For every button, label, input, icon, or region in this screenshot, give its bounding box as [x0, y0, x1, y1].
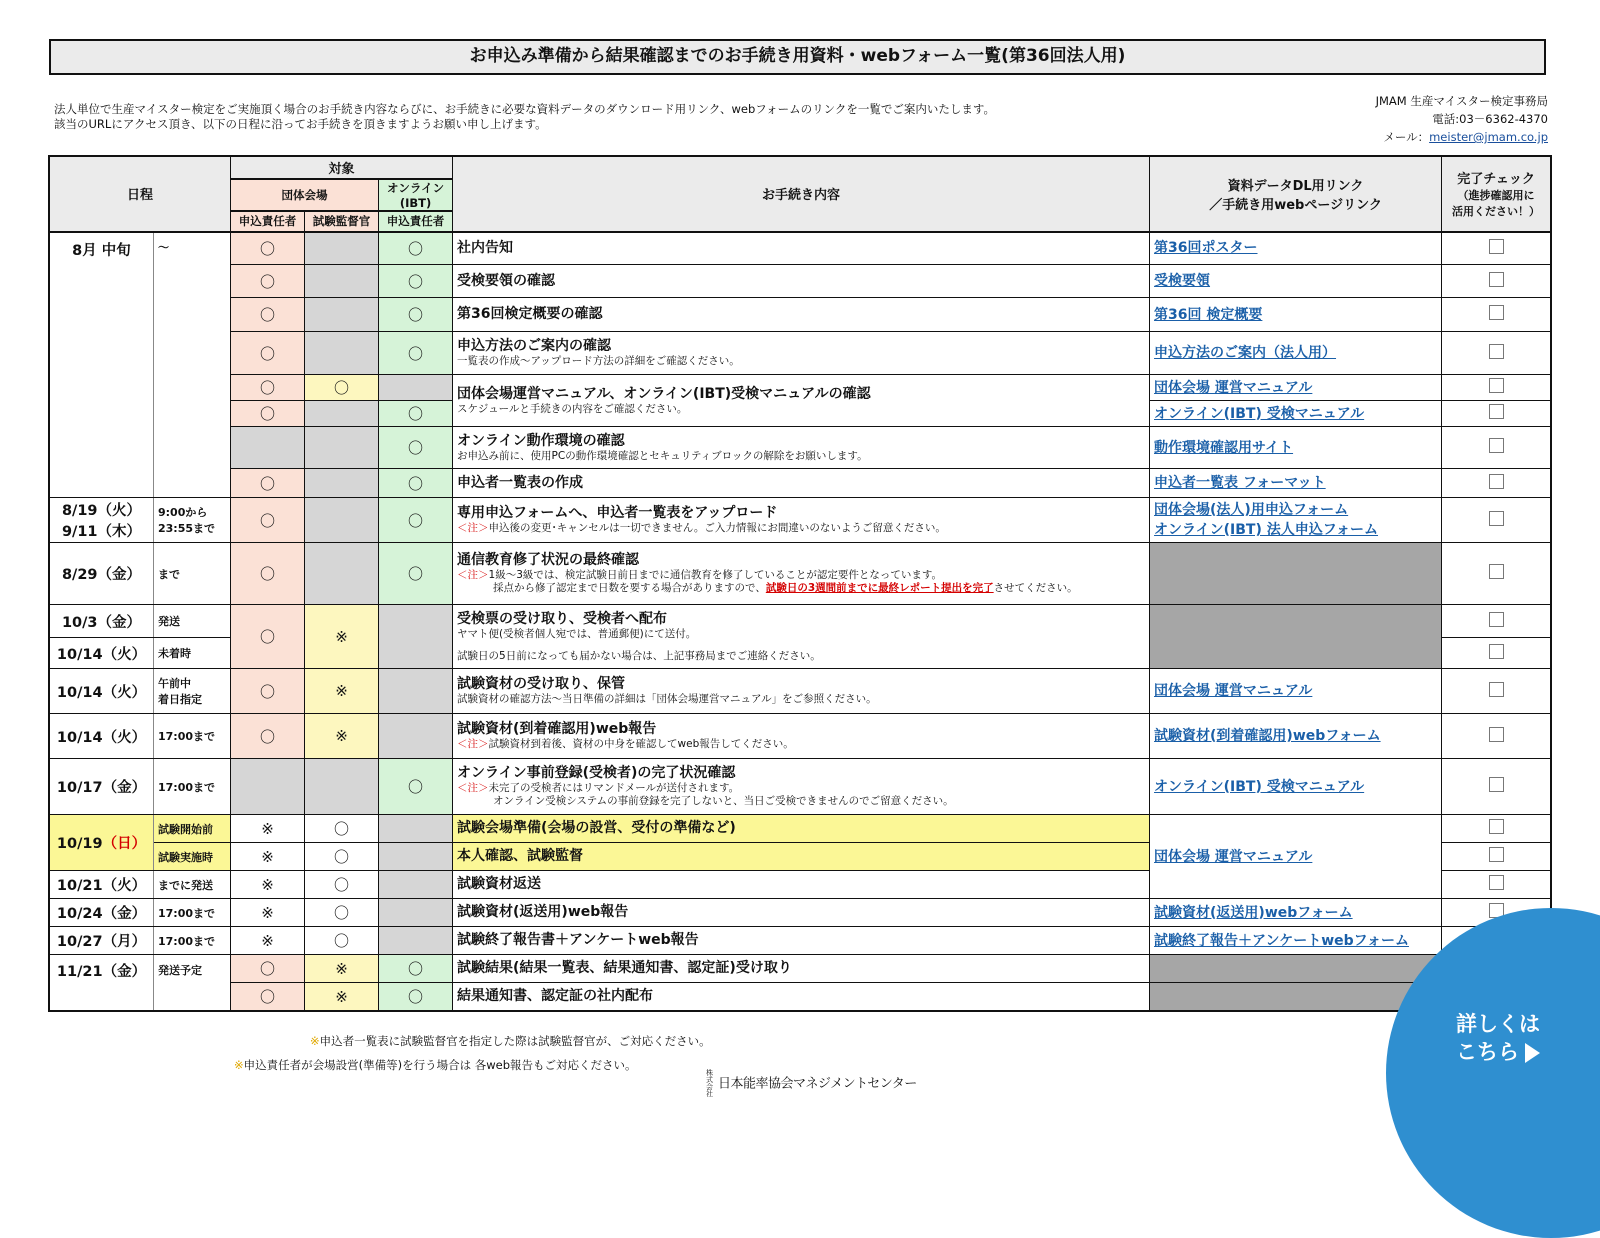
check-cell: [1442, 498, 1551, 543]
task-cell: [453, 332, 1150, 375]
mark-applicant: 〇: [231, 232, 305, 265]
task-cell: [453, 759, 1150, 815]
task-title: 通信教育修了状況の最終確認: [457, 552, 640, 568]
mark-applicant: 〇: [231, 498, 305, 543]
mark-online: 〇: [379, 543, 453, 605]
date-cell: 10/3（金）: [50, 605, 154, 638]
mark-proctor: ※: [305, 605, 379, 669]
task-cell: [453, 427, 1150, 469]
mark-applicant: ※: [231, 815, 305, 843]
task-title: オンライン動作環境の確認: [457, 432, 625, 449]
mark-applicant: ※: [231, 927, 305, 955]
more-info-line2-row: [1456, 1038, 1540, 1066]
link-venue-manual[interactable]: 団体会場 運営マニュアル: [1154, 683, 1313, 699]
link-venue-manual[interactable]: 団体会場 運営マニュアル: [1154, 848, 1313, 865]
task-title: 専用申込フォームへ、申込者一覧表をアップロード: [457, 505, 778, 521]
task-cell: [453, 955, 1150, 983]
link-ibt-manual[interactable]: オンライン(IBT) 受検マニュアル: [1154, 405, 1365, 422]
mark-proctor: 〇: [305, 899, 379, 927]
contact-org: JMAM 生産マイスター検定事務局: [1375, 94, 1548, 108]
checkbox[interactable]: [1489, 239, 1504, 254]
link-cell: [1150, 759, 1442, 815]
task-desc: [457, 522, 1145, 535]
mark-proctor: ※: [305, 714, 379, 759]
date-cell: 10/21（火）: [50, 871, 154, 899]
table-row: [50, 669, 1551, 714]
task-title: 試験資材の受け取り、保管: [457, 676, 626, 692]
email-label: メール：: [1383, 130, 1430, 144]
link-arrival-form[interactable]: 試験資材(到着確認用)webフォーム: [1154, 728, 1381, 744]
checkbox[interactable]: [1489, 847, 1504, 862]
mark-applicant: 〇: [231, 983, 305, 1011]
mark-applicant: [231, 759, 305, 815]
link-ibt-manual[interactable]: オンライン(IBT) 受検マニュアル: [1154, 778, 1365, 795]
checkbox[interactable]: [1489, 511, 1504, 526]
link-cell: [1150, 498, 1442, 543]
date-sub-cell: [154, 669, 231, 714]
task-cell: [453, 605, 1150, 669]
date-sub-cell: 発送: [154, 605, 231, 638]
date-weekday: （日）: [102, 836, 147, 852]
header-online-sub: (IBT): [399, 195, 432, 210]
task-title: 本人確認、試験監督: [457, 848, 584, 864]
mark-online: 〇: [379, 498, 453, 543]
task-title: 試験結果(結果一覧表、結果通知書、認定証)受け取り: [457, 960, 792, 976]
link-ibt-form[interactable]: オンライン(IBT) 法人申込フォーム: [1154, 522, 1379, 538]
mark-online: [379, 375, 453, 401]
task-title: 試験会場準備(会場の設営、受付の準備など): [457, 820, 736, 836]
link-cell: [1150, 265, 1442, 298]
header-links-line2: ／手続き用webページリンク: [1209, 197, 1382, 213]
check-cell: [1442, 815, 1551, 843]
task-title: 申込者一覧表の作成: [457, 474, 584, 491]
task-cell: [453, 843, 1150, 871]
checkbox[interactable]: [1489, 438, 1504, 453]
header-check-sub1: （進捗確認用に: [1457, 189, 1535, 203]
mark-proctor: [305, 543, 379, 605]
date-sub-cell: 試験開始前: [154, 815, 231, 843]
mark-applicant: 〇: [231, 401, 305, 427]
link-cell: [1150, 427, 1442, 469]
checkbox[interactable]: [1489, 727, 1504, 742]
table-row: [50, 759, 1551, 815]
task-title: 試験資材(返送用)web報告: [457, 904, 629, 920]
checkbox[interactable]: [1489, 344, 1504, 359]
date-cell: 10/14（火）: [50, 714, 154, 759]
more-info-line1: 詳しくは: [1456, 1012, 1540, 1036]
check-cell: [1442, 265, 1551, 298]
mark-proctor: [305, 498, 379, 543]
task-title: 団体会場運営マニュアル、オンライン(IBT)受検マニュアルの確認: [457, 385, 871, 402]
date-cell: [50, 498, 154, 543]
contact-email-row: [1376, 128, 1548, 146]
date-cell: 10/14（火）: [50, 638, 154, 669]
checkbox[interactable]: [1489, 404, 1504, 419]
mark-applicant: [231, 427, 305, 469]
link-cell: [1150, 332, 1442, 375]
footnote-text: 申込者一覧表に試験監督官を指定した際は試験監督官が、ご対応ください。: [319, 1034, 711, 1048]
task-title: 結果通知書、認定証の社内配布: [457, 988, 654, 1004]
checkbox[interactable]: [1489, 612, 1504, 627]
date-sub-cell: まで: [154, 543, 231, 605]
date-text: 10/19: [56, 836, 103, 852]
task-cell: [453, 714, 1150, 759]
table-row: [50, 899, 1551, 927]
mark-proctor: [305, 332, 379, 375]
task-desc: [457, 569, 1145, 582]
task-desc: 一覧表の作成～アップロード方法の詳細をご確認ください。: [457, 355, 740, 367]
task-title: 受検票の受け取り、受検者へ配布: [457, 610, 668, 627]
mark-online: 〇: [379, 298, 453, 332]
email-link[interactable]: meister@jmam.co.jp: [1429, 130, 1548, 144]
checkbox[interactable]: [1489, 875, 1504, 890]
task-cell: [453, 375, 1150, 427]
check-cell: [1442, 759, 1551, 815]
link-cell: [1150, 298, 1442, 332]
note-label: ＜注＞: [457, 569, 489, 581]
header-check-label: 完了チェック: [1457, 172, 1535, 188]
mark-online: 〇: [379, 232, 453, 265]
table-row: [50, 265, 1551, 298]
task-cell: [453, 498, 1150, 543]
checkbox[interactable]: [1489, 272, 1504, 287]
date-cell: 10/14（火）: [50, 669, 154, 714]
mark-online: [379, 815, 453, 843]
note-label: ＜注＞: [457, 522, 489, 534]
link-env-check[interactable]: 動作環境確認用サイト: [1154, 439, 1294, 456]
mark-applicant: 〇: [231, 669, 305, 714]
checkbox[interactable]: [1489, 644, 1504, 659]
header-applicant: 申込責任者: [231, 211, 305, 232]
task-title: 第36回検定概要の確認: [457, 306, 603, 322]
task-desc: スケジュールと手続きの内容をご確認ください。: [457, 402, 688, 415]
header-online: [379, 179, 453, 211]
footnote-2: [234, 1057, 637, 1073]
task-title: 申込方法のご案内の確認: [457, 338, 612, 354]
table-row: [50, 605, 1551, 638]
check-cell: [1442, 298, 1551, 332]
checkbox[interactable]: [1489, 777, 1504, 792]
task-cell: [453, 543, 1150, 605]
check-cell: [1442, 375, 1551, 401]
mark-proctor: [305, 759, 379, 815]
table-row: [50, 498, 1551, 543]
header-target: 対象: [231, 157, 453, 179]
table-row: [50, 232, 1551, 265]
link-cell: [1150, 669, 1442, 714]
task-desc: ヤマト便(受検者個人宛では、普通郵便)にて送付。: [457, 627, 697, 640]
mark-applicant: 〇: [231, 543, 305, 605]
header-links: [1150, 157, 1442, 232]
mark-proctor: 〇: [305, 815, 379, 843]
check-cell: [1442, 871, 1551, 899]
task-desc: お申込み前に、使用PCの動作環境確認とセキュリティブロックの解除をお願いします。: [457, 449, 868, 462]
mark-proctor: [305, 232, 379, 265]
link-cell: [1150, 232, 1442, 265]
date-cell: 8月 中旬: [50, 232, 154, 498]
note-label: ＜注＞: [457, 782, 489, 794]
mark-online: 〇: [379, 469, 453, 498]
play-arrow-icon: [1525, 1043, 1540, 1063]
mark-applicant: ※: [231, 843, 305, 871]
date-sub-cell: までに発送: [154, 871, 231, 899]
date-cell: 10/27（月）: [50, 927, 154, 955]
task-title: 試験資材返送: [457, 876, 542, 892]
task-cell: [453, 469, 1150, 498]
schedule-table: [49, 156, 1551, 1011]
mark-proctor: ※: [305, 669, 379, 714]
note-text: 試験資材到着後、資材の中身を確認してweb報告してください。: [488, 738, 794, 750]
mark-applicant: ※: [231, 899, 305, 927]
logo-kabushiki: 株式会社: [706, 1069, 713, 1098]
check-cell: [1442, 638, 1551, 669]
mark-applicant: 〇: [231, 265, 305, 298]
footnote-mark: ※: [310, 1034, 320, 1048]
task-title: 受検要領の確認: [457, 272, 556, 289]
date-sub-cell: 17:00まで: [154, 759, 231, 815]
mark-proctor: ※: [305, 955, 379, 983]
header-proctor: 試験監督官: [305, 211, 379, 232]
mark-online: [379, 899, 453, 927]
logo-text: 日本能率協会マネジメントセンター: [718, 1076, 917, 1092]
mark-proctor: 〇: [305, 871, 379, 899]
link-list-format[interactable]: 申込者一覧表 フォーマット: [1154, 475, 1326, 491]
date-sub-line2: 23:55まで: [158, 522, 216, 535]
mark-online: 〇: [379, 427, 453, 469]
task-title: 社内告知: [457, 239, 514, 256]
table-row: [50, 983, 1551, 1011]
check-cell: [1442, 843, 1551, 871]
intro-text: [54, 102, 995, 132]
date-sub-line1: 9:00から: [158, 506, 208, 519]
task-cell: [453, 927, 1150, 955]
mark-proctor: [305, 469, 379, 498]
footnote-text: 申込責任者が会場設営(準備等)を行う場合は 各web報告もご対応ください。: [243, 1058, 637, 1072]
intro-line-2: 該当のURLにアクセス頂き、以下の日程に沿ってお手続きを頂きますようお願い申し上げます。: [54, 117, 547, 131]
more-info-line2: こちら: [1456, 1040, 1519, 1064]
task-cell: [453, 232, 1150, 265]
table-row: [50, 427, 1551, 469]
link-cell-empty: [1150, 543, 1442, 605]
contact-phone: 電話:03－6362-4370: [1432, 112, 1548, 126]
date-cell: 10/24（金）: [50, 899, 154, 927]
date-cell: 8/29（金）: [50, 543, 154, 605]
header-applicant-online: 申込責任者: [379, 211, 453, 232]
date-sub-cell: 17:00まで: [154, 714, 231, 759]
task-desc-2: 試験日の5日前になっても届かない場合は、上記事務局までご連絡ください。: [457, 649, 821, 662]
link-cell: [1150, 714, 1442, 759]
link-return-form[interactable]: 試験資材(返送用)webフォーム: [1154, 904, 1353, 921]
link-guide[interactable]: 受検要領: [1154, 273, 1211, 289]
task-desc-2: [457, 582, 1145, 595]
task-desc: [457, 782, 1145, 795]
note-text: 未完了の受検者にはリマンドメールが送付されます。: [488, 782, 740, 794]
task-desc: 試験資材の確認方法～当日準備の詳細は「団体会場運営マニュアル」をご参照ください。: [457, 693, 877, 705]
date-sub-cell: ～: [154, 232, 231, 498]
mark-applicant: 〇: [231, 714, 305, 759]
checkbox[interactable]: [1489, 564, 1504, 579]
mark-proctor: [305, 401, 379, 427]
link-poster[interactable]: 第36回ポスター: [1154, 240, 1258, 257]
date-sub-cell: [154, 498, 231, 543]
date-cell: 11/21（金）: [50, 955, 154, 1011]
mark-applicant: ※: [231, 871, 305, 899]
date-sub-cell: 17:00まで: [154, 927, 231, 955]
link-cell-empty: [1150, 955, 1442, 983]
task-desc: [457, 738, 1145, 751]
mark-proctor: [305, 298, 379, 332]
mark-proctor: 〇: [305, 843, 379, 871]
checkbox[interactable]: [1489, 682, 1504, 697]
note-label: ＜注＞: [457, 738, 489, 750]
mark-applicant: 〇: [231, 375, 305, 401]
table-row: [50, 927, 1551, 955]
company-logo: [706, 1070, 917, 1098]
task-desc-2: オンライン受検システムの事前登録を完了しないと、当日ご受検できませんのでご留意ください。: [493, 795, 954, 807]
mark-online: [379, 927, 453, 955]
link-cell: [1150, 815, 1442, 899]
link-cell: [1150, 899, 1442, 927]
table-row: [50, 543, 1551, 605]
table-row: [50, 815, 1551, 843]
task-cell: [453, 815, 1150, 843]
note-text-a: 採点から修了認定まで日数を要する場合がありますので、: [493, 582, 766, 594]
mark-proctor: 〇: [305, 375, 379, 401]
header-group-venue: 団体会場: [231, 179, 379, 211]
mark-proctor: ※: [305, 983, 379, 1011]
mark-applicant: 〇: [231, 605, 305, 669]
check-cell: [1442, 232, 1551, 265]
link-cell-empty: [1150, 983, 1442, 1011]
check-cell: [1442, 669, 1551, 714]
note-warning: 試験日の3週間前までに最終レポート提出を完了: [765, 582, 994, 594]
table-row: [50, 469, 1551, 498]
link-cell: [1150, 927, 1442, 955]
note-text-c: させてください。: [993, 582, 1078, 594]
task-title: オンライン事前登録(受検者)の完了状況確認: [457, 765, 736, 781]
check-cell: [1442, 427, 1551, 469]
task-title: 試験資材(到着確認用)web報告: [457, 721, 657, 737]
mark-proctor: [305, 265, 379, 298]
task-cell: [453, 871, 1150, 899]
link-overview[interactable]: 第36回 検定概要: [1154, 306, 1263, 323]
task-title: 試験終了報告書＋アンケートweb報告: [457, 932, 699, 948]
check-cell: [1442, 714, 1551, 759]
date-sub-cell: 未着時: [154, 638, 231, 669]
mark-proctor: 〇: [305, 927, 379, 955]
header-check: [1442, 157, 1551, 232]
mark-online: [379, 843, 453, 871]
mark-online: [379, 871, 453, 899]
date-line2: 9/11（木）: [61, 524, 142, 540]
mark-online: [379, 605, 453, 669]
mark-applicant: 〇: [231, 469, 305, 498]
task-cell: [453, 265, 1150, 298]
checkbox[interactable]: [1489, 378, 1504, 393]
date-sub-cell: 発送予定: [154, 955, 231, 1011]
mark-proctor: [305, 427, 379, 469]
link-cell: [1150, 375, 1442, 401]
note-text: 申込後の変更･キャンセルは一切できません。ご入力情報にお間違いのないようご留意ください。: [488, 522, 946, 534]
table-row: [50, 332, 1551, 375]
task-cell: [453, 899, 1150, 927]
date-sub-line1: 午前中: [158, 677, 191, 690]
page-title: お申込み準備から結果確認までのお手続き用資料・webフォーム一覧(第36回法人用): [49, 39, 1546, 75]
date-line1: 8/19（火）: [61, 503, 142, 519]
checkbox[interactable]: [1489, 474, 1504, 489]
mark-applicant: 〇: [231, 298, 305, 332]
check-cell: [1442, 401, 1551, 427]
more-info-label[interactable]: [1456, 1010, 1540, 1066]
link-report-form[interactable]: 試験終了報告＋アンケートwebフォーム: [1154, 932, 1409, 949]
date-sub-cell: 試験実施時: [154, 843, 231, 871]
check-cell: [1442, 605, 1551, 638]
task-cell: [453, 669, 1150, 714]
task-cell: [453, 983, 1150, 1011]
link-venue-form[interactable]: 団体会場(法人)用申込フォーム: [1154, 502, 1349, 518]
link-cell: [1150, 401, 1442, 427]
mark-applicant: 〇: [231, 955, 305, 983]
header-procedure: お手続き内容: [453, 157, 1150, 232]
table-row: [50, 955, 1551, 983]
link-cell-empty: [1150, 605, 1442, 669]
mark-online: 〇: [379, 401, 453, 427]
mark-online: [379, 714, 453, 759]
mark-online: 〇: [379, 955, 453, 983]
contact-info: [1376, 92, 1548, 146]
header-online-label: オンライン: [386, 180, 445, 195]
mark-online: 〇: [379, 332, 453, 375]
header-check-sub2: 活用ください！）: [1452, 205, 1541, 219]
mark-online: 〇: [379, 759, 453, 815]
footnote-1: [310, 1033, 711, 1049]
mark-applicant: 〇: [231, 332, 305, 375]
link-cell: [1150, 469, 1442, 498]
table-row: [50, 714, 1551, 759]
date-sub-cell: 17:00まで: [154, 899, 231, 927]
checkbox[interactable]: [1489, 305, 1504, 320]
mark-online: [379, 669, 453, 714]
date-sub-line2: 着日指定: [158, 693, 202, 706]
header-links-line1: 資料データDL用リンク: [1227, 178, 1364, 194]
date-cell: [50, 815, 154, 871]
intro-line-1: 法人単位で生産マイスター検定をご実施頂く場合のお手続き内容ならびに、お手続きに必要な資料データのダウンロード用リンク、webフォームのリンクを一覧でご案内いたします。: [54, 102, 996, 116]
link-venue-manual[interactable]: 団体会場 運営マニュアル: [1154, 379, 1313, 396]
header-schedule: 日程: [50, 157, 231, 232]
mark-online: 〇: [379, 265, 453, 298]
task-cell: [453, 298, 1150, 332]
date-cell: 10/17（金）: [50, 759, 154, 815]
checkbox[interactable]: [1489, 819, 1504, 834]
note-text: 1級～3級では、検定試験日前日までに通信教育を修了していることが認定要件となっています。: [488, 569, 943, 581]
table-row: [50, 298, 1551, 332]
table-row: [50, 375, 1551, 401]
footnote-mark: ※: [234, 1058, 244, 1072]
check-cell: [1442, 332, 1551, 375]
link-application-guide[interactable]: 申込方法のご案内（法人用）: [1154, 345, 1337, 361]
check-cell: [1442, 469, 1551, 498]
mark-online: 〇: [379, 983, 453, 1011]
check-cell: [1442, 543, 1551, 605]
